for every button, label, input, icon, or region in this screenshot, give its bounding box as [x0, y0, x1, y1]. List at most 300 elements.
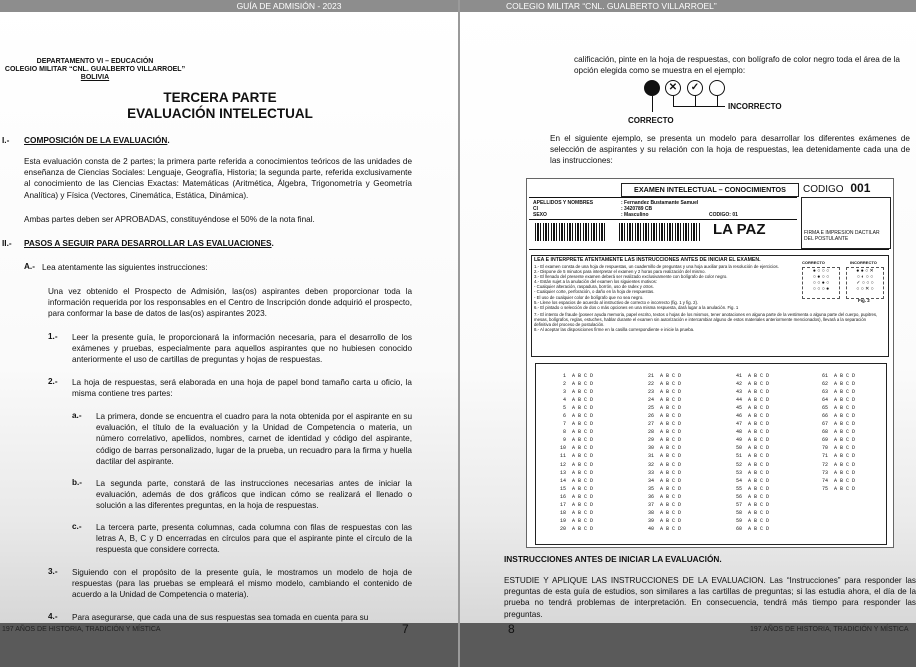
answer-number: 58 [735, 509, 742, 516]
answer-options[interactable]: A B C D [748, 493, 770, 500]
answer-row[interactable] [814, 461, 855, 469]
answer-row[interactable] [728, 477, 769, 485]
answer-row[interactable] [640, 501, 681, 509]
answer-number: 22 [647, 381, 654, 388]
answer-number: 37 [647, 501, 654, 508]
item-4-number: 4.- [48, 612, 58, 621]
answer-row[interactable] [640, 380, 681, 388]
label-correct: CORRECTO [628, 116, 674, 125]
answer-number: 14 [559, 477, 566, 484]
answer-number: 45 [735, 405, 742, 412]
section-2-title: PASOS A SEGUIR PARA DESARROLLAR LAS EVALUACIONES [24, 238, 272, 248]
answer-options[interactable]: A B C D [572, 501, 594, 508]
answer-sheet [526, 178, 894, 548]
answer-options[interactable]: A B C D [660, 381, 682, 388]
answer-options[interactable]: A B C D [834, 461, 856, 468]
answer-number: 4 [562, 397, 566, 404]
answer-number: 30 [647, 445, 654, 452]
answer-row[interactable] [814, 396, 855, 404]
answer-number: 39 [647, 517, 654, 524]
section-1-number: I.- [2, 135, 10, 145]
barcode-1 [535, 223, 605, 241]
answer-number: 13 [559, 469, 566, 476]
answer-options[interactable]: A B C D [660, 445, 682, 452]
answer-number: 73 [821, 469, 828, 476]
answer-number: 67 [821, 421, 828, 428]
instr-4a: - Cualquier alteración, raspadura, borrón, uso de radex y otros. [534, 284, 654, 290]
instructions-box-title: LEA E INTERPRETE ATENTAMENTE LAS INSTRUCCIONES ANTES DE INICIAR EL EXAMEN. [534, 257, 761, 263]
answer-options[interactable]: A B C D [834, 413, 856, 420]
answer-options[interactable]: A B C D [748, 477, 770, 484]
answer-options[interactable]: A B C D [834, 445, 856, 452]
answer-number: 63 [821, 389, 828, 396]
answer-number: 27 [647, 421, 654, 428]
answer-number: 26 [647, 413, 654, 420]
answer-number: 36 [647, 493, 654, 500]
answer-number: 49 [735, 437, 742, 444]
answer-number: 43 [735, 389, 742, 396]
section-2-heading: PASOS A SEGUIR PARA DESARROLLAR LAS EVALUACIONES. [24, 238, 274, 248]
answer-options[interactable]: A B C D [748, 517, 770, 524]
city-label: LA PAZ [713, 221, 766, 238]
answer-number: 65 [821, 405, 828, 412]
instr-4b: - Cualquier corte, perforación, o daño en la hoja de respuestas. [534, 289, 655, 295]
answer-options[interactable]: A B C D [660, 501, 682, 508]
answer-options[interactable]: A B C D [660, 477, 682, 484]
answer-number: 70 [821, 445, 828, 452]
answer-row[interactable] [640, 444, 681, 452]
signature-box [801, 197, 891, 249]
answer-row[interactable] [552, 436, 593, 444]
answer-row[interactable] [552, 380, 593, 388]
right-header-bar: COLEGIO MILITAR “CNL. GUALBERTO VILLARROEL” [460, 0, 916, 12]
answer-row[interactable] [552, 477, 593, 485]
answer-number: 64 [821, 397, 828, 404]
answer-row[interactable] [728, 372, 769, 380]
instr-2: 2.- Dispone de 5 minutos para interpretar el examen y 2 horas para realización del mismo. [534, 269, 706, 275]
study-paragraph: ESTUDIE Y APLIQUE LAS INSTRUCCIONES DE LA EVALUACION. Las “Instrucciones” para responder las preguntas de esta guía de estudios, son similares a las cartillas de preguntas; si las estudia ahora, el día de la prueba no tendrá problemas de interpretación. En consecuencia, tendrá más tiempo para responder las preguntas. [504, 576, 916, 619]
answer-row[interactable] [552, 444, 593, 452]
answer-number: 31 [647, 453, 654, 460]
answer-options[interactable]: A B C D [834, 421, 856, 428]
answer-options[interactable]: A B C D [834, 373, 856, 379]
instr-3: 3.- El llenado del presente examen deberá ser realizado exclusivamente con bolígrafo de color negro. [534, 274, 728, 280]
answer-options[interactable]: A B C D [572, 477, 594, 484]
codigo-value: 001 [850, 181, 871, 195]
answer-options[interactable]: A B C D [660, 429, 682, 436]
answer-row[interactable] [552, 469, 593, 477]
answer-options[interactable]: A B C D [660, 493, 682, 500]
answer-number: 56 [735, 493, 742, 500]
field-labels [533, 200, 593, 218]
exam-title: EXAMEN INTELECTUAL – CONOCIMIENTOS [621, 183, 799, 197]
answer-number: 47 [735, 421, 742, 428]
answer-number: 48 [735, 429, 742, 436]
incorrect-pointer-line-1 [673, 96, 674, 106]
answer-row[interactable] [640, 396, 681, 404]
item-c-text: La tercera parte, presenta columnas, cada columna con filas de respuestas con las letras A, B, C y D encerradas en círculos para que el aspirante pinte el círculo de la respuesta que considere correcta. [96, 523, 412, 555]
answer-row[interactable] [728, 380, 769, 388]
answer-number: 8 [562, 429, 566, 436]
answer-row[interactable] [552, 485, 593, 493]
answer-options[interactable]: A B C D [660, 453, 682, 460]
correct-small-label: CORRECTO [802, 260, 825, 265]
answer-row[interactable] [640, 461, 681, 469]
item-a-text: La primera, donde se encuentra el cuadro para la nota obtenida por el aspirante en su evaluación, el título de la evaluación y la Unidad de Competencia o materia, un número correlativo, apellidos, nombres, carnet de identidad y código del aspirante, código de barras personalizado, lugar de la prueba, un recuadro para la firma y huella dactilar del aspirante. [96, 412, 412, 466]
answer-number: 69 [821, 437, 828, 444]
answer-number: 42 [735, 381, 742, 388]
answer-row[interactable] [814, 452, 855, 460]
answer-row[interactable] [814, 404, 855, 412]
answer-number: 60 [735, 525, 742, 532]
answer-options[interactable]: A B C D [834, 381, 856, 388]
answer-number: 25 [647, 405, 654, 412]
answer-number: 29 [647, 437, 654, 444]
answer-row[interactable] [814, 372, 855, 380]
answer-number: 46 [735, 413, 742, 420]
answer-options[interactable]: A B C D [834, 389, 856, 396]
answer-row[interactable] [640, 485, 681, 493]
answer-row[interactable] [728, 412, 769, 420]
answer-options[interactable]: A B C D [572, 437, 594, 444]
answer-row[interactable] [728, 396, 769, 404]
answer-row[interactable] [728, 493, 769, 501]
answer-row[interactable] [552, 428, 593, 436]
answer-row[interactable] [728, 469, 769, 477]
answer-options[interactable]: A B C D [748, 429, 770, 436]
answer-options[interactable]: A B C D [748, 445, 770, 452]
label-incorrect: INCORRECTO [728, 102, 782, 111]
dept-line-2: COLEGIO MILITAR “CNL. GUALBERTO VILLARROEL” [4, 66, 186, 74]
answer-options[interactable]: A B C D [572, 509, 594, 516]
label-ci: CI [533, 206, 538, 212]
answer-options[interactable]: A B C D [572, 405, 594, 412]
answer-row[interactable] [552, 396, 593, 404]
answer-options[interactable]: A B C D [572, 389, 594, 396]
answer-options[interactable]: A B C D [834, 469, 856, 476]
answer-number: 53 [735, 469, 742, 476]
item-1-text: Leer la presente guía, le proporcionará la información necesaria, para el desarrollo de los exámenes y pruebas, especialmente para aquellos aspirantes que no hubiesen conocido anteriormente el uso de cartillas de preguntas y hojas de respuestas. [72, 333, 412, 365]
answer-number: 75 [821, 485, 828, 492]
answer-row[interactable] [814, 388, 855, 396]
fig-2-label: Fig. 2 [858, 298, 870, 303]
department-heading [0, 58, 190, 83]
answer-options[interactable]: A B C D [748, 437, 770, 444]
instr-4: 4.- Están sujet a la anulación del examen los siguientes motivos: [534, 279, 658, 285]
answer-row[interactable] [552, 372, 593, 380]
answer-options[interactable]: A B C D [660, 525, 682, 532]
answer-row[interactable] [814, 444, 855, 452]
item-2-number: 2.- [48, 377, 58, 386]
title-part: TERCERA PARTE [163, 90, 277, 105]
answer-number: 3 [562, 389, 566, 396]
incorrect-pointer-line-2 [695, 96, 696, 106]
answer-number: 11 [559, 453, 566, 460]
dept-line-1: DEPARTAMENTO VI – EDUCACIÓN [36, 58, 154, 65]
label-names: APELLIDOS Y NOMBRES [533, 200, 594, 206]
answer-number: 61 [821, 373, 828, 379]
instr-1: 1.- El examen consta de una hoja de respuestas, un cuadernillo de preguntas y una hoja auxiliar para la resolución de ejercicios. [534, 264, 779, 269]
answer-number: 7 [562, 421, 566, 428]
incorrect-bracket-line [673, 106, 725, 107]
answer-options[interactable]: A B C D [748, 405, 770, 412]
answer-number: 1 [562, 373, 566, 379]
form-divider-3 [529, 249, 889, 250]
answer-number: 52 [735, 461, 742, 468]
answer-number: 34 [647, 477, 654, 484]
answer-row[interactable] [640, 428, 681, 436]
answer-row[interactable] [640, 493, 681, 501]
answer-options[interactable]: A B C D [660, 397, 682, 404]
answer-options[interactable]: A B C D [748, 389, 770, 396]
answer-options[interactable]: A B C D [660, 469, 682, 476]
answer-options[interactable]: A B C D [660, 437, 682, 444]
answer-row[interactable] [552, 388, 593, 396]
answer-options[interactable]: A B C D [660, 461, 682, 468]
answer-options[interactable]: A B C D [660, 413, 682, 420]
answer-number: 10 [559, 445, 566, 452]
answer-options[interactable]: A B C D [834, 437, 856, 444]
answer-number: 54 [735, 477, 742, 484]
answer-number: 23 [647, 389, 654, 396]
answer-row[interactable] [728, 509, 769, 517]
answer-number: 9 [562, 437, 566, 444]
answer-row[interactable] [640, 412, 681, 420]
answer-row[interactable] [728, 461, 769, 469]
answer-row[interactable] [814, 436, 855, 444]
answer-row[interactable] [814, 380, 855, 388]
section-1-heading: COMPOSICIÓN DE LA EVALUACIÓN. [24, 135, 170, 145]
point-a-text: Lea atentamente las siguientes instrucciones: [42, 263, 208, 272]
paragraph-fill-instructions: calificación, pinte en la hoja de respuestas, con bolígrafo de color negro toda el área de la opción elegida como se muestra en el ejemplo: [574, 55, 900, 76]
paragraph-example-intro: En el siguiente ejemplo, se presenta un modelo para desarrollar los diferentes exámenes de selección de aspirantes y su relación con la hoja de respuestas, lea detenidamente cada una de las instrucciones: [550, 134, 910, 166]
answer-options[interactable]: A B C D [572, 461, 594, 468]
right-page [460, 0, 916, 667]
answer-number: 41 [735, 373, 742, 379]
answer-row[interactable] [552, 517, 593, 525]
instructions-heading: INSTRUCCIONES ANTES DE INICIAR LA EVALUACIÓN. [504, 554, 722, 564]
value-sex: : Masculino [621, 212, 649, 218]
section-1-paragraph-1: Esta evaluación consta de 2 partes; la primera parte referida a conocimientos teóricos de las unidades de enseñanza de Ciencias Sociales: Lenguaje, Geografía, Historia; la segunda parte, referida exclusivamente al conocimiento de las Ciencias Exactas: Matemáticas (Aritmética, Álgebra, Trigonometría y Geometría Analítica) y Física (Vectores, Cinemática, Estática, Dinámica). [24, 157, 412, 200]
filled-bubble-icon [644, 80, 660, 96]
point-a-label: A.- [24, 262, 35, 271]
answer-number: 38 [647, 509, 654, 516]
answer-options[interactable]: A B C D [572, 429, 594, 436]
item-2-text: La hoja de respuestas, será elaborada en una hoja de papel bond tamaño carta u oficio, la misma contiene tres partes: [72, 378, 412, 399]
answer-number: 18 [559, 509, 566, 516]
instr-4c: - El uso de cualquier color de bolígrafo que no sea negro. [534, 294, 644, 300]
item-1-number: 1.- [48, 332, 58, 341]
value-names: : Fernandez Bustamante Samuel [621, 200, 699, 206]
answer-options[interactable]: A B C D [748, 373, 770, 379]
answer-number: 62 [821, 381, 828, 388]
answer-number: 74 [821, 477, 828, 484]
answer-options[interactable]: A B C D [834, 397, 856, 404]
form-divider-2 [529, 219, 797, 220]
right-page-number: 8 [508, 622, 515, 636]
answer-options[interactable]: A B C D [660, 389, 682, 396]
answer-row[interactable] [552, 420, 593, 428]
answer-row[interactable] [728, 485, 769, 493]
answer-row[interactable] [814, 412, 855, 420]
answer-row[interactable] [640, 404, 681, 412]
instr-6: 6.- El pintado o selección de dos o más opciones en una misma respuesta, dará lugar a la anulación. Fig. 1 [534, 304, 739, 310]
answer-options[interactable]: A B C D [572, 517, 594, 524]
answer-options[interactable]: A B C D [660, 421, 682, 428]
answer-number: 2 [562, 381, 566, 388]
answer-options[interactable]: A B C D [572, 373, 594, 379]
answer-row[interactable] [552, 452, 593, 460]
answer-options[interactable]: A B C D [748, 453, 770, 460]
answer-column-1 [552, 372, 593, 533]
answer-options[interactable]: A B C D [748, 525, 770, 532]
answer-number: 50 [735, 445, 742, 452]
item-c-number: c.- [72, 522, 82, 531]
answer-options[interactable]: A B C D [572, 525, 594, 532]
answer-options[interactable]: A B C D [572, 413, 594, 420]
answer-options[interactable]: A B C D [572, 421, 594, 428]
answer-number: 35 [647, 485, 654, 492]
codigo-label: CODIGO [803, 184, 844, 195]
answer-row[interactable] [640, 477, 681, 485]
answer-options[interactable]: A B C D [834, 453, 856, 460]
answer-options[interactable]: A B C D [748, 381, 770, 388]
answer-row[interactable] [728, 404, 769, 412]
answer-row[interactable] [552, 461, 593, 469]
answer-row[interactable] [728, 428, 769, 436]
answer-options[interactable]: A B C D [572, 397, 594, 404]
answer-row[interactable] [552, 525, 593, 533]
answer-number: 21 [647, 373, 654, 379]
answer-number: 40 [647, 525, 654, 532]
answer-options[interactable]: A B C D [748, 469, 770, 476]
answer-row[interactable] [552, 404, 593, 412]
answer-options[interactable]: A B C D [660, 405, 682, 412]
answer-options[interactable]: A B C D [572, 453, 594, 460]
answer-number: 71 [821, 453, 828, 460]
answer-row[interactable] [728, 517, 769, 525]
answer-options[interactable]: A B C D [572, 445, 594, 452]
incorrect-pointer-line-3 [717, 96, 718, 106]
codigo-block [803, 181, 870, 195]
answer-row[interactable] [728, 420, 769, 428]
answer-number: 24 [647, 397, 654, 404]
answer-row[interactable] [552, 509, 593, 517]
answer-options[interactable]: A B C D [572, 469, 594, 476]
answer-column-4 [814, 372, 855, 493]
instr-7: 7.- El intento de fraude (poseer ayuda memoria, papel escrito, textos o hojas de los mismos, tener anotaciones en alguna parte de la vestimenta o alguna parte del cuerpo, pupitres, mesas, bolígrafos, reglas, estuches, hablar durante el examen sin autorización e intercambiar alguno de estos materiales anteriormente mencionados), llevará a la separación definitiva del proceso de postulación. [534, 312, 878, 328]
answer-row[interactable] [814, 469, 855, 477]
answer-options[interactable]: A B C D [834, 405, 856, 412]
answer-number: 16 [559, 493, 566, 500]
answer-row[interactable] [552, 493, 593, 501]
answer-options[interactable]: A B C D [572, 493, 594, 500]
answer-number: 28 [647, 429, 654, 436]
answer-row[interactable] [552, 412, 593, 420]
answer-number: 51 [735, 453, 742, 460]
check-bubble-icon: ✓ [687, 80, 703, 96]
answer-column-3 [728, 372, 769, 533]
x-bubble-icon: ✕ [665, 80, 681, 96]
answer-options[interactable]: A B C D [660, 509, 682, 516]
item-a-number: a.- [72, 411, 82, 420]
answer-row[interactable] [814, 420, 855, 428]
answer-options[interactable]: A B C D [748, 421, 770, 428]
answer-options[interactable]: A B C D [660, 373, 682, 379]
answer-number: 57 [735, 501, 742, 508]
answer-number: 68 [821, 429, 828, 436]
answer-options[interactable]: A B C D [748, 509, 770, 516]
answer-number: 19 [559, 517, 566, 524]
signature-label: FIRMA E IMPRESION DACTILAR DEL POSTULANTE [804, 230, 880, 242]
answer-row[interactable] [640, 509, 681, 517]
answer-options[interactable]: A B C D [834, 485, 856, 492]
answer-number: 6 [562, 413, 566, 420]
answer-number: 32 [647, 461, 654, 468]
form-divider-1 [529, 197, 797, 198]
label-sex: SEXO [533, 212, 547, 218]
answer-row[interactable] [814, 485, 855, 493]
answer-row[interactable] [640, 452, 681, 460]
answer-column-2 [640, 372, 681, 533]
instr-8: 8.- Al aceptar las disposiciones firme en la casilla correspondiente e inicie la prueba. [534, 327, 695, 333]
answer-row[interactable] [728, 436, 769, 444]
instructions-list [534, 264, 796, 310]
answer-row[interactable] [728, 501, 769, 509]
answer-options[interactable]: A B C D [748, 461, 770, 468]
answer-options[interactable]: A B C D [660, 485, 682, 492]
instr-5: 5.- Llene los espacios de acuerdo al instructivo de correcto e incorrecto (fig. 1 y fig. 2). [534, 299, 699, 305]
answer-number: 33 [647, 469, 654, 476]
answer-row[interactable] [640, 436, 681, 444]
answer-number: 55 [735, 485, 742, 492]
answer-number: 17 [559, 501, 566, 508]
answer-row[interactable] [728, 525, 769, 533]
answer-row[interactable] [728, 444, 769, 452]
answer-row[interactable] [814, 477, 855, 485]
answer-options[interactable]: A B C D [834, 477, 856, 484]
instructions-box [531, 255, 889, 357]
left-page-number: 7 [402, 622, 409, 636]
answer-options[interactable]: A B C D [748, 485, 770, 492]
incorrect-sample-icon: ● ● ○ ✕ ○ ◐ ○ ○ ✓ ○ ○ ○ ○ ○ ✕ ○ [846, 267, 884, 299]
answer-row[interactable] [640, 469, 681, 477]
answer-options[interactable]: A B C D [572, 485, 594, 492]
answer-row[interactable] [640, 517, 681, 525]
answer-row[interactable] [728, 452, 769, 460]
answer-options[interactable]: A B C D [660, 517, 682, 524]
left-header-bar: GUÍA DE ADMISIÓN - 2023 [0, 0, 458, 12]
answer-options[interactable]: A B C D [572, 381, 594, 388]
answer-row[interactable] [640, 372, 681, 380]
answer-row[interactable] [728, 388, 769, 396]
left-footer-text: 197 AÑOS DE HISTORIA, TRADICIÓN Y MÍSTICA [2, 626, 161, 633]
answer-options[interactable]: A B C D [748, 413, 770, 420]
answer-row[interactable] [552, 501, 593, 509]
answer-row[interactable] [640, 525, 681, 533]
value-ci: : 3420789 CB [621, 206, 653, 212]
answer-options[interactable]: A B C D [748, 501, 770, 508]
answer-row[interactable] [640, 388, 681, 396]
answer-row[interactable] [814, 428, 855, 436]
section-1-title: COMPOSICIÓN DE LA EVALUACIÓN [24, 135, 168, 145]
title-evaluation: EVALUACIÓN INTELECTUAL [127, 106, 313, 121]
correct-sample-icon: ● ○ ○ ○ ○ ● ○ ○ ○ ○ ● ○ ○ ○ ○ ● [802, 267, 840, 299]
answer-row[interactable] [640, 420, 681, 428]
answer-options[interactable]: A B C D [748, 397, 770, 404]
intro-paragraph: Una vez obtenido el Prospecto de Admisión, las(os) aspirantes deben proporcionar toda la información requerida por los responsables en el Centro de Inscripción donde adquirió el prospecto, para conformar la base de datos de las(os) aspirantes 2023. [48, 287, 412, 319]
answer-options[interactable]: A B C D [834, 429, 856, 436]
